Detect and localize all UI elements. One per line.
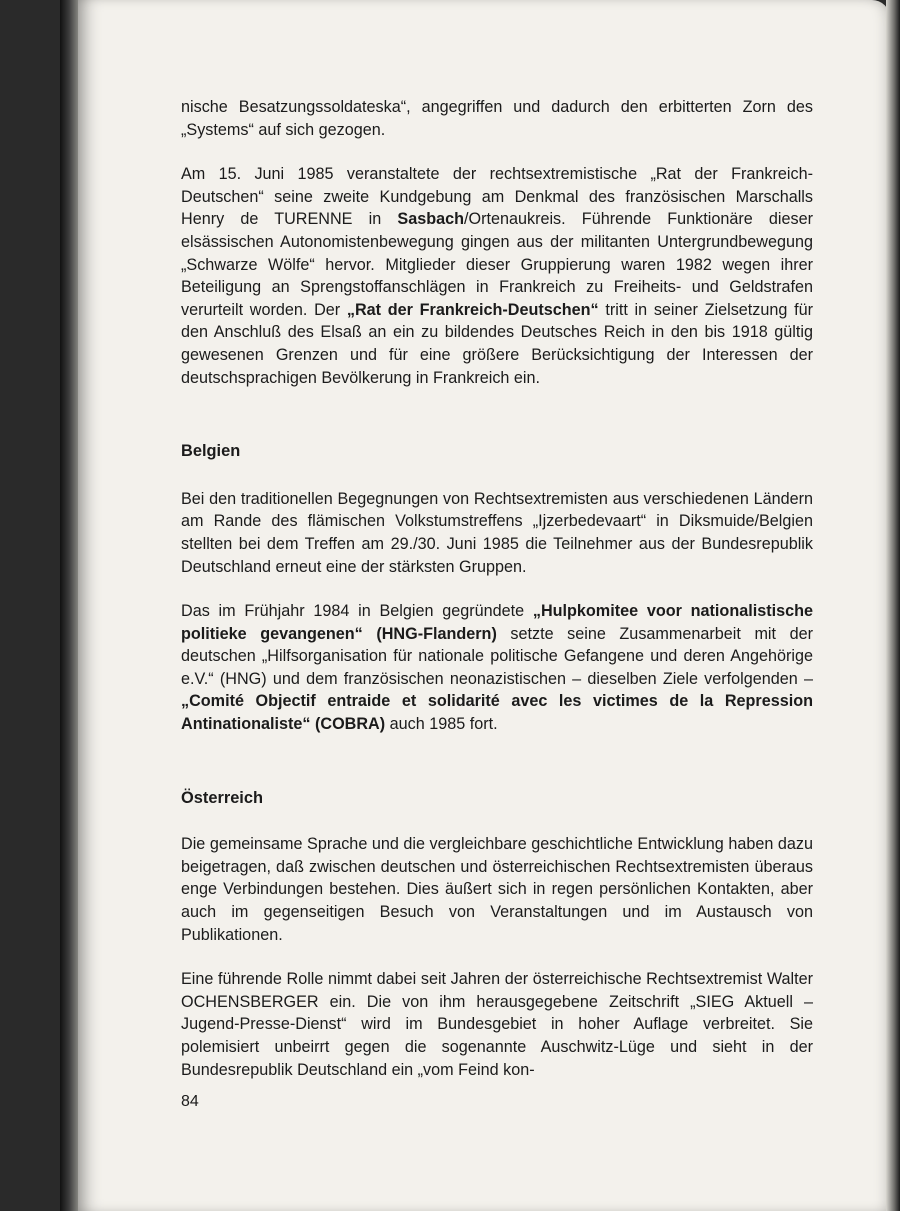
paragraph-4 — [181, 600, 813, 736]
paragraph-4-part-c: setzte seine Zusammenarbeit mit der deutschen „Hilfsorganisation für nationale politische Gefangene und deren Angehörige e.V.“ (HNG) und dem französischen neonazistischen – dieselben Ziele verfolgenden – — [181, 624, 813, 688]
paragraph-2-bold-sasbach: Sasbach — [397, 210, 464, 229]
paragraph-1: nische Besatzungssoldateska“, angegriffen und dadurch den erbitterten Zorn des „Systems“ auf sich gezogen. — [181, 98, 813, 139]
paragraph-2-part-c: /Ortenaukreis. Führende Funktionäre dieser elsässischen Autonomistenbewegung gingen aus der militanten Untergrundbewegung „Schwarze Wölfe“ hervor. Mitglieder dieser Gruppierung waren 1982 wegen ihrer Beteiligung an Sprengstoffanschlägen in Frankreich zu Freiheits- und Geldstrafen verurteilt worden. Der — [181, 210, 813, 319]
paragraph-2-part-e: tritt in seiner Zielsetzung für den Anschluß des Elsaß an ein zu bildendes Deutsches Reich in den bis 1918 gültig gewesenen Grenzen und für eine größere Berücksichtigung der Interessen der deutschsprachigen Bevölkerung in Frankreich ein. — [181, 300, 814, 387]
paragraph-2-bold-rat: „Rat der Frankreich-Deutschen“ — [346, 300, 599, 319]
page-edge-shadow — [886, 0, 900, 1211]
paragraph-2-part-a: Am 15. Juni 1985 veranstaltete der rechtsextremistische „Rat der Frankreich-Deutschen“ seine zweite Kundgebung am Denkmal des französischen Marschalls Henry de TURENNE in — [181, 165, 813, 229]
paragraph-4-part-a: Das im Frühjahr 1984 in Belgien gegründete — [181, 602, 533, 621]
section-heading-oesterreich: Österreich — [181, 788, 263, 807]
section-heading-belgien: Belgien — [181, 442, 241, 461]
paragraph-4-part-e: auch 1985 fort. — [385, 715, 498, 734]
paragraph-2 — [181, 163, 813, 389]
paragraph-4-bold-cobra: „Comité Objectif entraide et solidarité avec les victimes de la Repression Antinationaliste“ (COBRA) — [181, 692, 813, 734]
paragraph-4-bold-hng: „Hulpkomitee voor nationalistische politieke gevangenen“ (HNG-Flandern) — [181, 602, 813, 643]
paragraph-5: Die gemeinsame Sprache und die vergleichbare geschichtliche Entwicklung haben dazu beigetragen, daß zwischen deutschen und österreichischen Rechtsextremisten überaus enge Verbindungen bestehen. Dies äußert sich in regen persönlichen Kontakten, aber auch im gegenseitigen Besuch von Veranstaltungen und im Austausch von Publikationen. — [181, 835, 813, 944]
paragraph-3: Bei den traditionellen Begegnungen von Rechtsextremisten aus verschiedenen Ländern am Rande des flämischen Volkstumstreffens „Ijzerbedevaart“ in Diksmuide/Belgien stellten bei dem Treffen am 29./30. Juni 1985 die Teilnehmer aus der Bundesrepublik Deutschland erneut eine der stärksten Gruppen. — [181, 489, 813, 576]
page-body — [181, 96, 813, 1081]
paragraph-6: Eine führende Rolle nimmt dabei seit Jahren der österreichische Rechtsextremist Walter OCHENSBERGER ein. Die von ihm herausgegebene Zeitschrift „SIEG Aktuell – Jugend-Presse-Dienst“ wird im Bundesgebiet in hoher Auflage verbreitet. Sie polemisiert unbeirrt gegen die sogenannte Auschwitz-Lüge und sieht in der Bundesrepublik Deutschland ein „vom Feind kon- — [181, 970, 813, 1079]
page-number: 84 — [181, 1093, 199, 1110]
